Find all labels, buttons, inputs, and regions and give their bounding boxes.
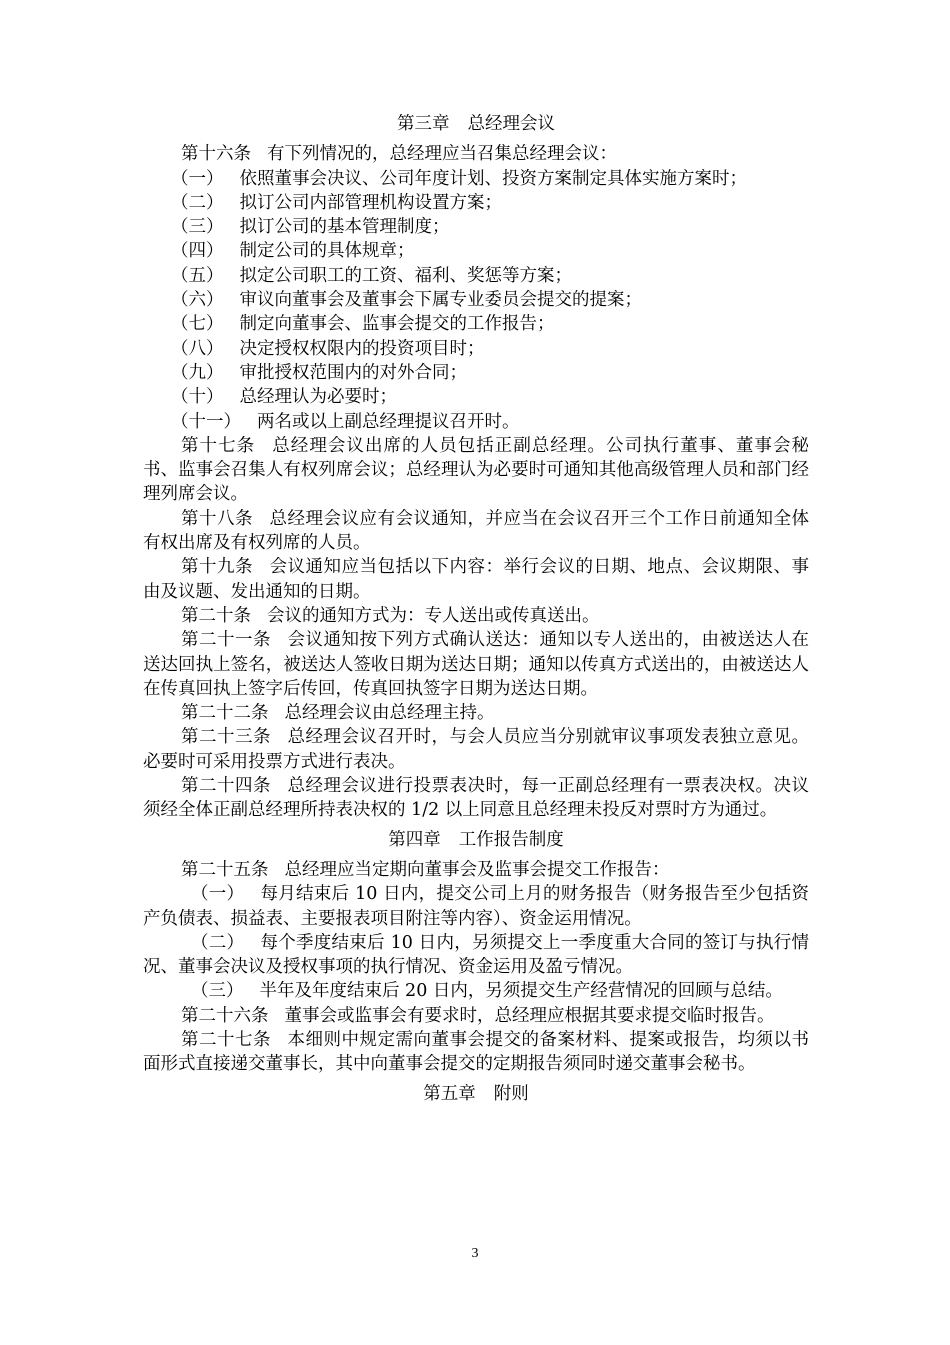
page-number: 3 bbox=[471, 1246, 479, 1261]
article-text: 有下列情况的，总经理应当召集总经理会议： bbox=[267, 144, 617, 165]
item-text: 审批授权范围内的对外合同； bbox=[239, 362, 467, 383]
article-text: 本细则中规定需向董事会提交的备案材料、提案或报告，均须以书面形式直接递交董事长，其中向董事会提交的定期报告须同时递交董事会秘书。 bbox=[143, 1029, 809, 1075]
article-number: 第二十二条 bbox=[181, 703, 269, 724]
chapter-4-heading bbox=[143, 828, 809, 852]
chapter-number: 第四章 bbox=[388, 829, 441, 850]
chapter-title: 工作报告制度 bbox=[458, 829, 564, 850]
item-text: 拟订公司的基本管理制度； bbox=[239, 217, 450, 238]
list-item bbox=[143, 979, 809, 1003]
article-text: 总经理会议召开时，与会人员应当分别就审议事项发表独立意见。必要时可采用投票方式进行表决。 bbox=[143, 727, 809, 772]
list-item bbox=[143, 882, 809, 931]
article-number: 第十九条 bbox=[181, 557, 253, 578]
item-text: 制定向董事会、监事会提交的工作报告； bbox=[239, 314, 555, 335]
item-text: 每个季度结束后 10 日内，另须提交上一季度重大合同的签订与执行情况、董事会决议及授权事项的执行情况、资金运用及盈亏情况。 bbox=[143, 932, 809, 978]
article-number: 第二十五条 bbox=[181, 859, 269, 880]
article-21 bbox=[143, 628, 809, 701]
list-item bbox=[143, 239, 809, 263]
article-number: 第二十四条 bbox=[181, 776, 271, 797]
item-label: （八） bbox=[171, 338, 224, 359]
article-25 bbox=[143, 858, 809, 882]
item-label: （十一） bbox=[171, 411, 241, 432]
item-text: 制定公司的具体规章； bbox=[239, 241, 415, 262]
item-label: （三） bbox=[191, 981, 244, 1002]
article-number: 第十六条 bbox=[181, 144, 251, 165]
article-23 bbox=[143, 725, 809, 774]
list-item bbox=[143, 337, 809, 361]
item-label: （五） bbox=[171, 265, 224, 286]
article-20 bbox=[143, 604, 809, 628]
item-text: 半年及年度结束后 20 日内，另须提交生产经营情况的回顾与总结。 bbox=[259, 981, 783, 1002]
item-label: （三） bbox=[171, 217, 224, 238]
chapter-title: 总经理会议 bbox=[467, 114, 555, 134]
article-27 bbox=[143, 1028, 809, 1077]
item-text: 审议向董事会及董事会下属专业委员会提交的提案； bbox=[239, 290, 642, 311]
item-text: 拟订公司内部管理机构设置方案； bbox=[239, 192, 502, 213]
list-item bbox=[143, 931, 809, 980]
article-text: 会议的通知方式为：专人送出或传真送出。 bbox=[267, 605, 600, 626]
item-label: （九） bbox=[171, 362, 224, 383]
item-label: （一） bbox=[171, 168, 224, 189]
article-number: 第十七条 bbox=[181, 435, 256, 456]
article-number: 第十八条 bbox=[181, 508, 253, 529]
document-body bbox=[143, 112, 809, 1112]
item-label: （二） bbox=[171, 192, 224, 213]
article-26 bbox=[143, 1004, 809, 1028]
item-text: 决定授权权限内的投资项目时； bbox=[239, 338, 485, 359]
article-text: 会议通知按下列方式确认送达：通知以专人送出的，由被送达人在送达回执上签名，被送达人签收日期为送达日期；通知以传真方式送出的，由被送达人在传真回执上签字后传回，传真回执签字日期为送达日期。 bbox=[143, 630, 809, 699]
list-item bbox=[143, 191, 809, 215]
chapter-number: 第三章 bbox=[397, 114, 450, 134]
chapter-3-heading bbox=[143, 112, 809, 136]
item-text: 两名或以上副总经理提议召开时。 bbox=[257, 411, 520, 432]
list-item bbox=[143, 215, 809, 239]
article-text: 董事会或监事会有要求时，总经理应根据其要求提交临时报告。 bbox=[284, 1005, 775, 1026]
article-text: 总经理会议应有会议通知，并应当在会议召开三个工作日前通知全体有权出席及有权列席的人员。 bbox=[143, 508, 809, 554]
item-label: （二） bbox=[191, 932, 245, 953]
chapter-number: 第五章 bbox=[423, 1083, 476, 1104]
list-item bbox=[143, 312, 809, 336]
chapter-5-heading bbox=[143, 1082, 809, 1106]
item-text: 总经理认为必要时； bbox=[239, 387, 397, 408]
chapter-title: 附则 bbox=[493, 1083, 529, 1104]
list-item bbox=[143, 385, 809, 409]
item-text: 依照董事会决议、公司年度计划、投资方案制定具体实施方案时； bbox=[239, 168, 747, 189]
article-text: 总经理会议进行投票表决时，每一正副总经理有一票表决权。决议须经全体正副总经理所持表决权的 1/2 以上同意且总经理未投反对票时方为通过。 bbox=[143, 776, 809, 821]
list-item bbox=[143, 167, 809, 191]
list-item bbox=[143, 410, 809, 434]
article-number: 第二十三条 bbox=[181, 727, 271, 748]
article-number: 第二十七条 bbox=[181, 1029, 271, 1050]
item-text: 拟定公司职工的工资、福利、奖惩等方案； bbox=[239, 265, 572, 286]
article-16 bbox=[143, 142, 809, 166]
article-text: 总经理会议出席的人员包括正副总经理。公司执行董事、董事会秘书、监事会召集人有权列席会议；总经理认为必要时可通知其他高级管理人员和部门经理列席会议。 bbox=[143, 435, 810, 505]
article-text: 会议通知应当包括以下内容：举行会议的日期、地点、会议期限、事由及议题、发出通知的日期。 bbox=[143, 557, 809, 602]
article-19 bbox=[143, 555, 809, 604]
article-text: 总经理会议由总经理主持。 bbox=[284, 703, 495, 724]
article-number: 第二十一条 bbox=[181, 630, 271, 651]
item-label: （十） bbox=[171, 387, 224, 408]
item-label: （七） bbox=[171, 314, 224, 335]
item-label: （六） bbox=[171, 290, 224, 311]
list-item bbox=[143, 361, 809, 385]
item-label: （四） bbox=[171, 241, 224, 262]
item-text: 每月结束后 10 日内，提交公司上月的财务报告（财务报告至少包括资产负债表、损益表、主要报表项目附注等内容）、资金运用情况。 bbox=[143, 884, 809, 929]
item-label: （一） bbox=[191, 884, 245, 905]
list-item bbox=[143, 288, 809, 312]
article-22 bbox=[143, 701, 809, 725]
article-24 bbox=[143, 774, 809, 823]
list-item bbox=[143, 264, 809, 288]
article-17 bbox=[143, 434, 809, 507]
article-number: 第二十条 bbox=[181, 605, 251, 626]
article-text: 总经理应当定期向董事会及监事会提交工作报告： bbox=[284, 859, 670, 880]
article-number: 第二十六条 bbox=[181, 1005, 269, 1026]
article-18 bbox=[143, 507, 809, 556]
